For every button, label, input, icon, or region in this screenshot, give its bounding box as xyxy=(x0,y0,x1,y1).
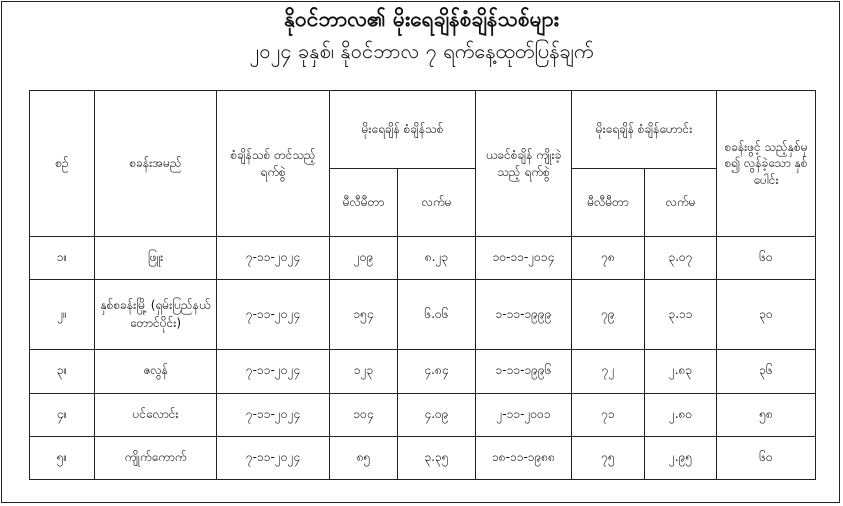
cell-station: ဇလွန် xyxy=(95,350,217,393)
cell-old-mm: ၇၉ xyxy=(572,280,645,350)
cell-new-mm: ၁၀၄ xyxy=(330,393,398,436)
cell-old-inch: ၂.၈၃ xyxy=(645,350,717,393)
cell-record-date: ၇-၁၁-၂၀၂၄ xyxy=(217,436,330,479)
header-record-date: စံချိန်သစ် တင်သည့် ရက်စွဲ xyxy=(217,91,330,237)
table-row xyxy=(30,237,816,280)
cell-station: နှစ်စခန်းမြို့ (ရှမ်းပြည်နယ် တောင်ပိုင်း) xyxy=(95,280,217,350)
cell-new-mm: ၁၅၄ xyxy=(330,280,398,350)
cell-station: ကျိုက်ကောက် xyxy=(95,436,217,479)
cell-no: ၂။ xyxy=(30,280,95,350)
cell-station: ပင်လောင်း xyxy=(95,393,217,436)
cell-new-inch: ၄.၀၉ xyxy=(398,393,476,436)
cell-prev-date: ၁၀-၁၁-၂၀၁၄ xyxy=(476,237,572,280)
header-old-record: မိုးရေချိန် စံချိန်ဟောင်း xyxy=(572,91,717,169)
cell-years: ၃၆ xyxy=(717,350,816,393)
cell-old-mm: ၇၅ xyxy=(572,436,645,479)
cell-new-mm: ၂၀၉ xyxy=(330,237,398,280)
cell-years: ၅၈ xyxy=(717,393,816,436)
header-years: စခန်းဖွင့် သည့်နှစ်မှစ၍ လွန်ခဲ့သော နှစ်ပေါင်း xyxy=(717,91,816,237)
cell-old-inch: ၃.၁၁ xyxy=(645,280,717,350)
cell-years: ၆၀ xyxy=(717,237,816,280)
table-row xyxy=(30,393,816,436)
cell-old-mm: ၇၁ xyxy=(572,393,645,436)
rainfall-records-table xyxy=(29,90,816,480)
cell-no: ၄။ xyxy=(30,393,95,436)
cell-new-inch: ၄.၈၄ xyxy=(398,350,476,393)
cell-prev-date: ၁-၁၁-၁၉၉၉ xyxy=(476,280,572,350)
cell-new-inch: ၈.၂၃ xyxy=(398,237,476,280)
cell-prev-date: ၁၈-၁၁-၁၉၈၈ xyxy=(476,436,572,479)
cell-years: ၃၀ xyxy=(717,280,816,350)
table-row xyxy=(30,350,816,393)
cell-new-inch: ၆.၀၆ xyxy=(398,280,476,350)
cell-record-date: ၇-၁၁-၂၀၂၄ xyxy=(217,350,330,393)
cell-no: ၃။ xyxy=(30,350,95,393)
cell-station: ဖြူး xyxy=(95,237,217,280)
cell-prev-date: ၁-၁၁-၁၉၉၆ xyxy=(476,350,572,393)
cell-old-mm: ၇၂ xyxy=(572,350,645,393)
header-old-inch: လက်မ xyxy=(645,169,717,237)
cell-record-date: ၇-၁၁-၂၀၂၄ xyxy=(217,280,330,350)
cell-old-inch: ၂.၈၀ xyxy=(645,393,717,436)
table-row xyxy=(30,436,816,479)
cell-old-inch: ၃.၀၇ xyxy=(645,237,717,280)
header-new-inch: လက်မ xyxy=(398,169,476,237)
header-old-mm: မီလီမီတာ xyxy=(572,169,645,237)
table-row xyxy=(30,280,816,350)
header-new-record: မိုးရေချိန် စံချိန်သစ် xyxy=(330,91,476,169)
cell-old-inch: ၂.၉၅ xyxy=(645,436,717,479)
cell-no: ၅။ xyxy=(30,436,95,479)
header-station: စခန်းအမည် xyxy=(95,91,217,237)
cell-new-mm: ၈၅ xyxy=(330,436,398,479)
cell-record-date: ၇-၁၁-၂၀၂၄ xyxy=(217,393,330,436)
cell-prev-date: ၂-၁၁-၂၀၀၁ xyxy=(476,393,572,436)
cell-record-date: ၇-၁၁-၂၀၂၄ xyxy=(217,237,330,280)
cell-old-mm: ၇၈ xyxy=(572,237,645,280)
cell-new-mm: ၁၂၃ xyxy=(330,350,398,393)
header-no: စဉ် xyxy=(30,91,95,237)
header-prev-date: ယခင်စံချိန် ကျိုးခဲ့သည့် ရက်စွဲ xyxy=(476,91,572,237)
cell-years: ၆၀ xyxy=(717,436,816,479)
cell-new-inch: ၃.၃၅ xyxy=(398,436,476,479)
cell-no: ၁။ xyxy=(30,237,95,280)
page-title: နိုဝင်ဘာလ၏ မိုးရေချိန်စံချိန်သစ်များ xyxy=(284,7,559,31)
page-subtitle: ၂၀၂၄ ခုနှစ်၊ နိုဝင်ဘာလ ၇ ရက်နေ့ထုတ်ပြန်ချက် xyxy=(249,39,594,63)
header-new-mm: မီလီမီတာ xyxy=(330,169,398,237)
